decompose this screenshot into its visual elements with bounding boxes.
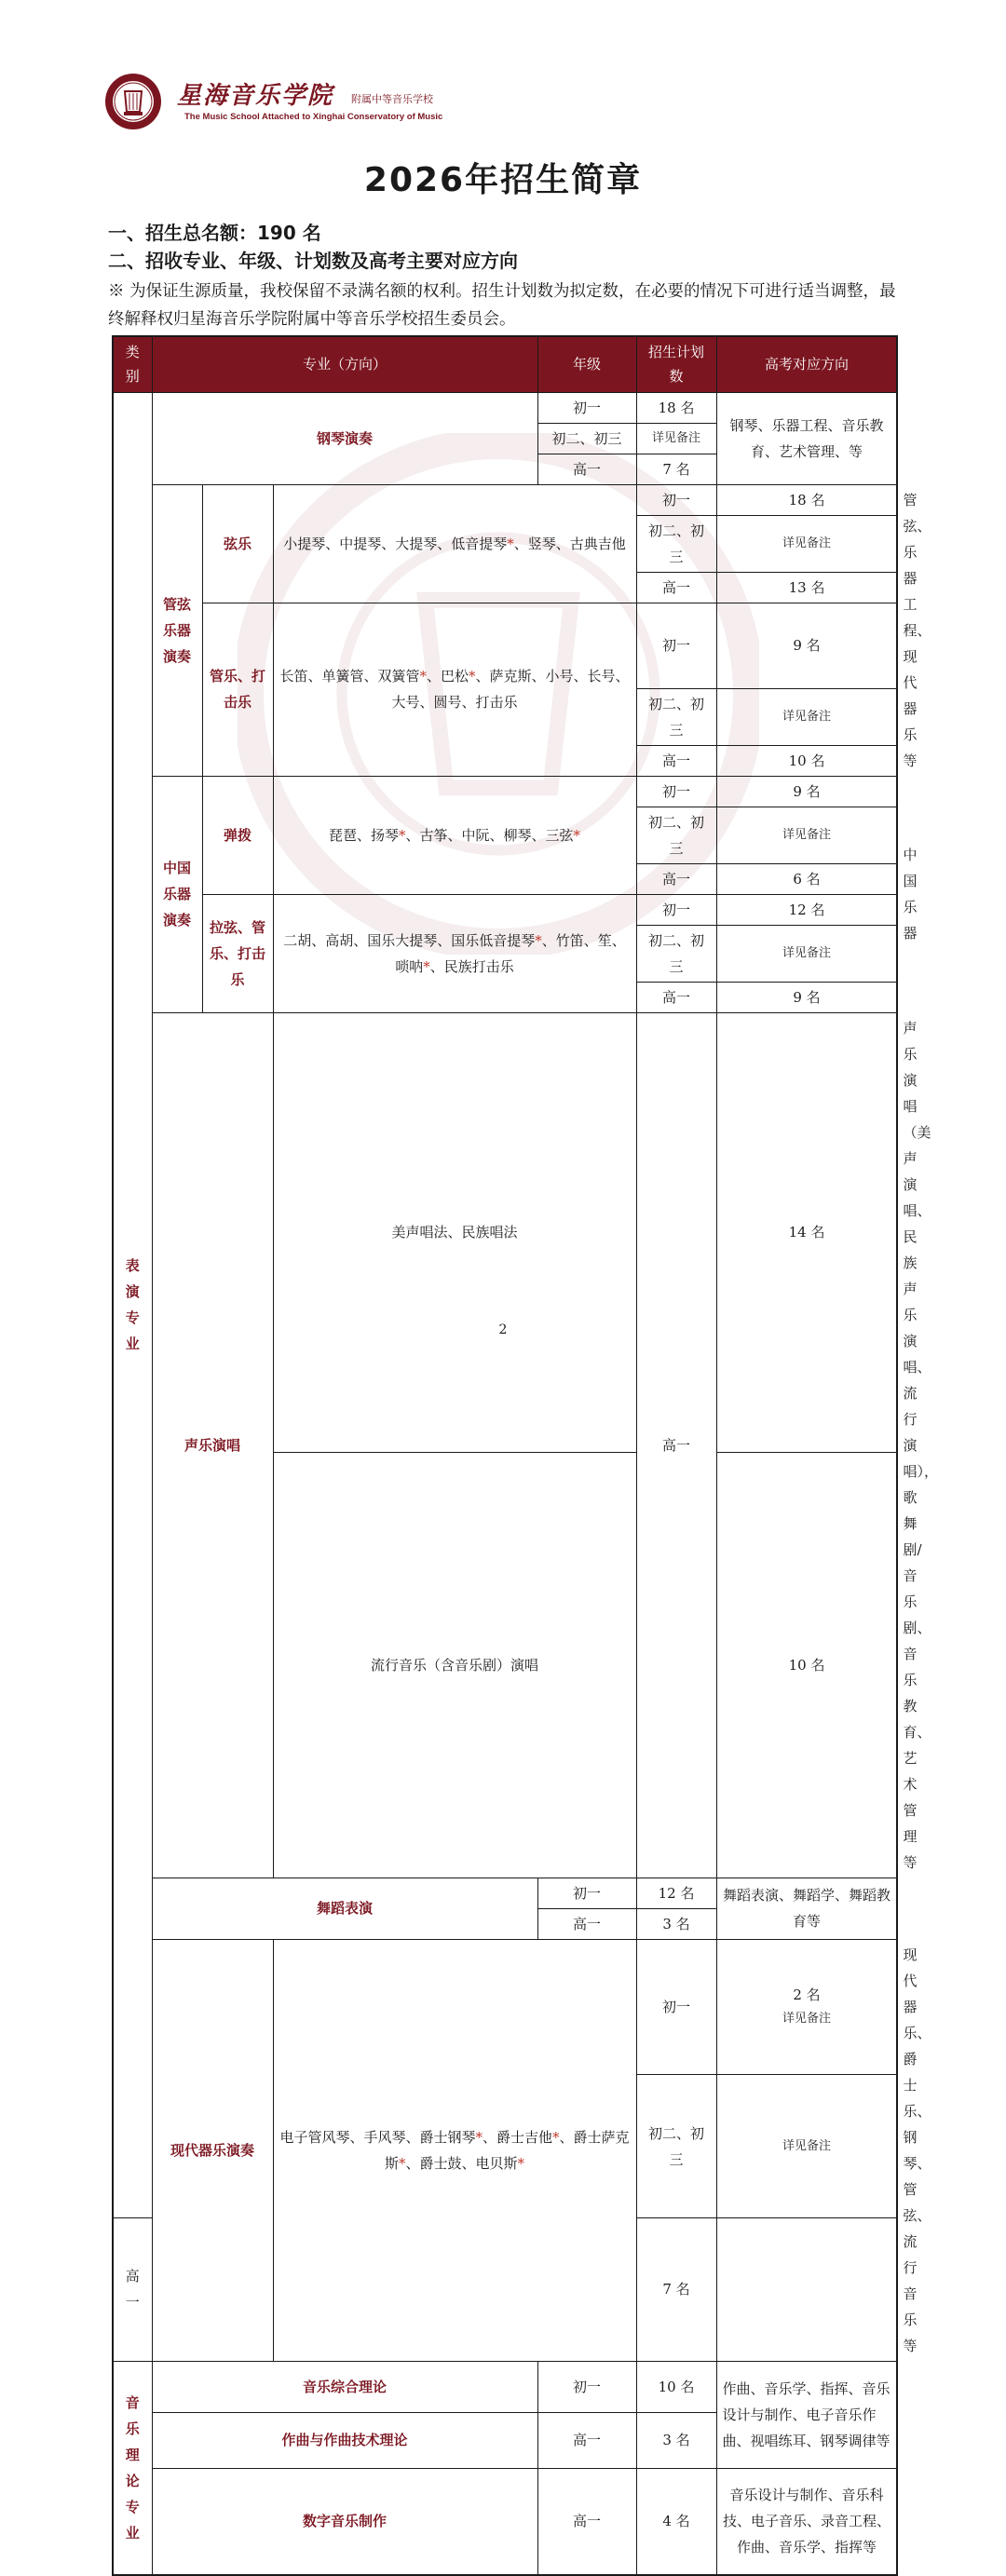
plan-cell: 4 名 xyxy=(636,2468,716,2575)
grade-cell: 初一 xyxy=(537,2361,636,2412)
plan-cell: 详见备注 xyxy=(716,925,897,982)
school-subtitle: 附属中等音乐学校 xyxy=(351,93,433,105)
asterisk-mark: * xyxy=(469,668,476,685)
asterisk-mark: * xyxy=(423,957,430,975)
school-seal-icon xyxy=(104,73,162,130)
grade-cell: 初一 xyxy=(636,894,716,925)
major-strings: 弦乐 xyxy=(202,484,273,603)
major-plucked: 弹拨 xyxy=(202,776,273,894)
grade-cell: 初二、初三 xyxy=(636,807,716,863)
plan-cell: 10 名 xyxy=(716,1453,897,1878)
plan-cell: 18 名 xyxy=(716,484,897,515)
school-name-en: The Music School Attached to Xinghai Conservatory of Music xyxy=(184,112,443,122)
plan-cell: 14 名 xyxy=(716,1012,897,1453)
section-majors-heading: 二、招收专业、年级、计划数及高考主要对应方向 xyxy=(108,250,518,272)
asterisk-mark: * xyxy=(507,535,514,552)
plan-cell: 12 名 xyxy=(716,894,897,925)
grade-cell: 初一 xyxy=(636,603,716,688)
plan-cell: 详见备注 xyxy=(716,515,897,572)
plan-cell: 12 名 xyxy=(636,1878,716,1908)
grade-cell: 高一 xyxy=(636,863,716,894)
grade-cell: 初二、初三 xyxy=(636,688,716,745)
plan-cell: 9 名 xyxy=(716,776,897,807)
instruments-bowed: 二胡、高胡、国乐大提琴、国乐低音提琴*、竹笛、笙、唢呐*、民族打击乐 xyxy=(273,894,636,1012)
asterisk-mark: * xyxy=(399,2154,406,2172)
plan-cell: 3 名 xyxy=(636,2412,716,2468)
grade-cell: 高一 xyxy=(636,745,716,776)
plan-cell: 详见备注 xyxy=(716,688,897,745)
plan-value: 2 名 xyxy=(793,1986,821,2003)
major-classical-vocal: 美声唱法、民族唱法 xyxy=(273,1012,636,1453)
header-plan: 招生计划数 xyxy=(636,336,716,392)
asterisk-mark: * xyxy=(475,2128,483,2146)
grade-cell: 高一 xyxy=(537,2468,636,2575)
direction-dance: 舞蹈表演、舞蹈学、舞蹈教育等 xyxy=(716,1878,897,1939)
asterisk-mark: * xyxy=(552,2128,560,2146)
grade-cell: 高一 xyxy=(537,2412,636,2468)
asterisk-mark: * xyxy=(535,931,542,949)
group-orchestral: 管弦乐器演奏 xyxy=(152,484,202,776)
admission-table: 类别 专业（方向） 年级 招生计划数 高考对应方向 表演专业 钢琴演奏 初一 18 名 钢琴、乐器工程、音乐教育、艺术管理、等 初二、初三 详见备注 高一 7 名 管弦乐器演奏 弦乐 小提琴、中提琴、大提琴、低音提琴*、竖琴、古典吉他 初一 18 名 管弦、乐器工程、现代器乐等 初二、初三 详见备注 高一 13 名 管乐、打击乐 长笛、单簧管、双簧管*、巴松*、萨克斯、小号、长号、大号、圆号、打击乐 初一 9 名 初二、初三 详见备注 高一 10 名 中国乐器演奏 弹拨 琵琶、扬琴*、古筝、中阮、柳琴、三弦* 初一 9 名 中国乐器 初二、初三 详见备注 高一 6 名 拉弦、管乐、打击乐 二胡、高胡、国乐大提琴、国乐低音提琴*、竹笛、笙、唢呐*、民族打击乐 初一 12 名 初二、初三 详见备注 高一 9 名 声乐演唱 美声唱法、民族唱法 高一 14 名 声乐演唱（美声演唱、民族声乐演唱、流行演唱），歌舞剧/音乐剧、音乐教育、艺术管理等 流行音乐（含音乐剧）演唱 10 名 舞蹈表演 初一 12 名 舞蹈表演、舞蹈学、舞蹈教育等 高一 3 名 现代器乐演奏 电子管风琴、手风琴、爵士钢琴*、爵士吉他*、爵士萨克斯*、爵士鼓、电贝斯* 初一 2 名 详见备注 现代器乐、爵士乐、钢琴、管弦、流行音乐等 初二、初三 详见备注 高一 7 名 音乐理论专业 音乐综合理论 初一 10 名 作曲、音乐学、指挥、音乐设计与制作、电子音乐作曲、视唱练耳、钢琴调律等 作曲与作曲技术理论 高一 3 名 数字音乐制作 高一 4 名 音乐设计与制作、音乐科技、电子音乐、录音工程、作曲、音乐学、指挥等 xyxy=(112,335,898,2576)
plan-cell: 9 名 xyxy=(716,982,897,1012)
grade-cell: 初一 xyxy=(636,776,716,807)
major-composition: 作曲与作曲技术理论 xyxy=(152,2412,537,2468)
page-title: 2026年招生简章 xyxy=(363,161,643,199)
school-header xyxy=(104,73,570,132)
plan-cell: 详见备注 xyxy=(716,807,897,863)
category-performance: 表演专业 xyxy=(113,392,152,2217)
grade-cell: 初二、初三 xyxy=(636,925,716,982)
asterisk-mark: * xyxy=(517,2154,525,2172)
plan-note: 详见备注 xyxy=(782,2011,832,2026)
major-pop-vocal: 流行音乐（含音乐剧）演唱 xyxy=(273,1453,636,1878)
grade-cell: 初一 xyxy=(636,1939,716,2075)
grade-cell: 高一 xyxy=(537,454,636,484)
major-digital-music: 数字音乐制作 xyxy=(152,2468,537,2575)
category-theory: 音乐理论专业 xyxy=(113,2361,152,2575)
group-chinese-instruments: 中国乐器演奏 xyxy=(152,776,202,1012)
instruments-strings: 小提琴、中提琴、大提琴、低音提琴*、竖琴、古典吉他 xyxy=(273,484,636,603)
major-music-theory: 音乐综合理论 xyxy=(152,2361,537,2412)
grade-cell: 初二、初三 xyxy=(636,515,716,572)
header-category: 类别 xyxy=(113,336,152,392)
header-grade: 年级 xyxy=(537,336,636,392)
plan-cell: 6 名 xyxy=(716,863,897,894)
header-major: 专业（方向） xyxy=(152,336,537,392)
grade-cell: 高一 xyxy=(113,2217,152,2361)
grade-cell: 高一 xyxy=(636,982,716,1012)
plan-cell: 9 名 xyxy=(716,603,897,688)
grade-cell: 初二、初三 xyxy=(537,423,636,454)
direction-theory: 作曲、音乐学、指挥、音乐设计与制作、电子音乐作曲、视唱练耳、钢琴调律等 xyxy=(716,2361,897,2468)
admission-note: ※ 为保证生源质量，我校保留不录满名额的权利。招生计划数为拟定数，在必要的情况下可进行适当调整，最终解释权归星海音乐学院附属中等音乐学校招生委员会。 xyxy=(108,282,896,329)
asterisk-mark: * xyxy=(419,668,427,685)
grade-cell: 初一 xyxy=(636,484,716,515)
asterisk-mark: * xyxy=(573,826,581,844)
plan-cell: 详见备注 xyxy=(716,2075,897,2218)
plan-cell: 13 名 xyxy=(716,572,897,603)
grade-cell: 初二、初三 xyxy=(636,2075,716,2218)
plan-cell: 详见备注 xyxy=(636,423,716,454)
major-bowed-wind-percussion: 拉弦、管乐、打击乐 xyxy=(202,894,273,1012)
instruments-winds: 长笛、单簧管、双簧管*、巴松*、萨克斯、小号、长号、大号、圆号、打击乐 xyxy=(273,603,636,776)
grade-cell: 高一 xyxy=(636,572,716,603)
grade-cell: 初一 xyxy=(537,1878,636,1908)
direction-digital: 音乐设计与制作、音乐科技、电子音乐、录音工程、作曲、音乐学、指挥等 xyxy=(716,2468,897,2575)
major-dance: 舞蹈表演 xyxy=(152,1878,537,1939)
page-number: 2 xyxy=(498,1322,508,1337)
major-piano: 钢琴演奏 xyxy=(152,392,537,484)
group-vocal: 声乐演唱 xyxy=(152,1012,273,1878)
direction-piano: 钢琴、乐器工程、音乐教育、艺术管理、等 xyxy=(716,392,897,484)
instruments-modern: 电子管风琴、手风琴、爵士钢琴*、爵士吉他*、爵士萨克斯*、爵士鼓、电贝斯* xyxy=(273,1939,636,2361)
plan-cell: 7 名 xyxy=(636,454,716,484)
header-direction: 高考对应方向 xyxy=(716,336,897,392)
plan-cell-modern-g1 xyxy=(716,1939,897,2075)
grade-cell: 初一 xyxy=(537,392,636,423)
plan-cell: 7 名 xyxy=(636,2217,716,2361)
grade-cell: 高一 xyxy=(636,1012,716,1878)
instruments-plucked: 琵琶、扬琴*、古筝、中阮、柳琴、三弦* xyxy=(273,776,636,894)
asterisk-mark: * xyxy=(399,826,406,844)
section-total-quota: 一、招生总名额：190 名 xyxy=(108,222,321,244)
major-winds: 管乐、打击乐 xyxy=(202,603,273,776)
grade-cell: 高一 xyxy=(537,1908,636,1939)
plan-cell: 18 名 xyxy=(636,392,716,423)
plan-cell: 10 名 xyxy=(636,2361,716,2412)
school-name-cn: 星海音乐学院 xyxy=(177,82,334,110)
plan-cell: 3 名 xyxy=(636,1908,716,1939)
group-modern-instruments: 现代器乐演奏 xyxy=(152,1939,273,2361)
plan-cell: 10 名 xyxy=(716,745,897,776)
